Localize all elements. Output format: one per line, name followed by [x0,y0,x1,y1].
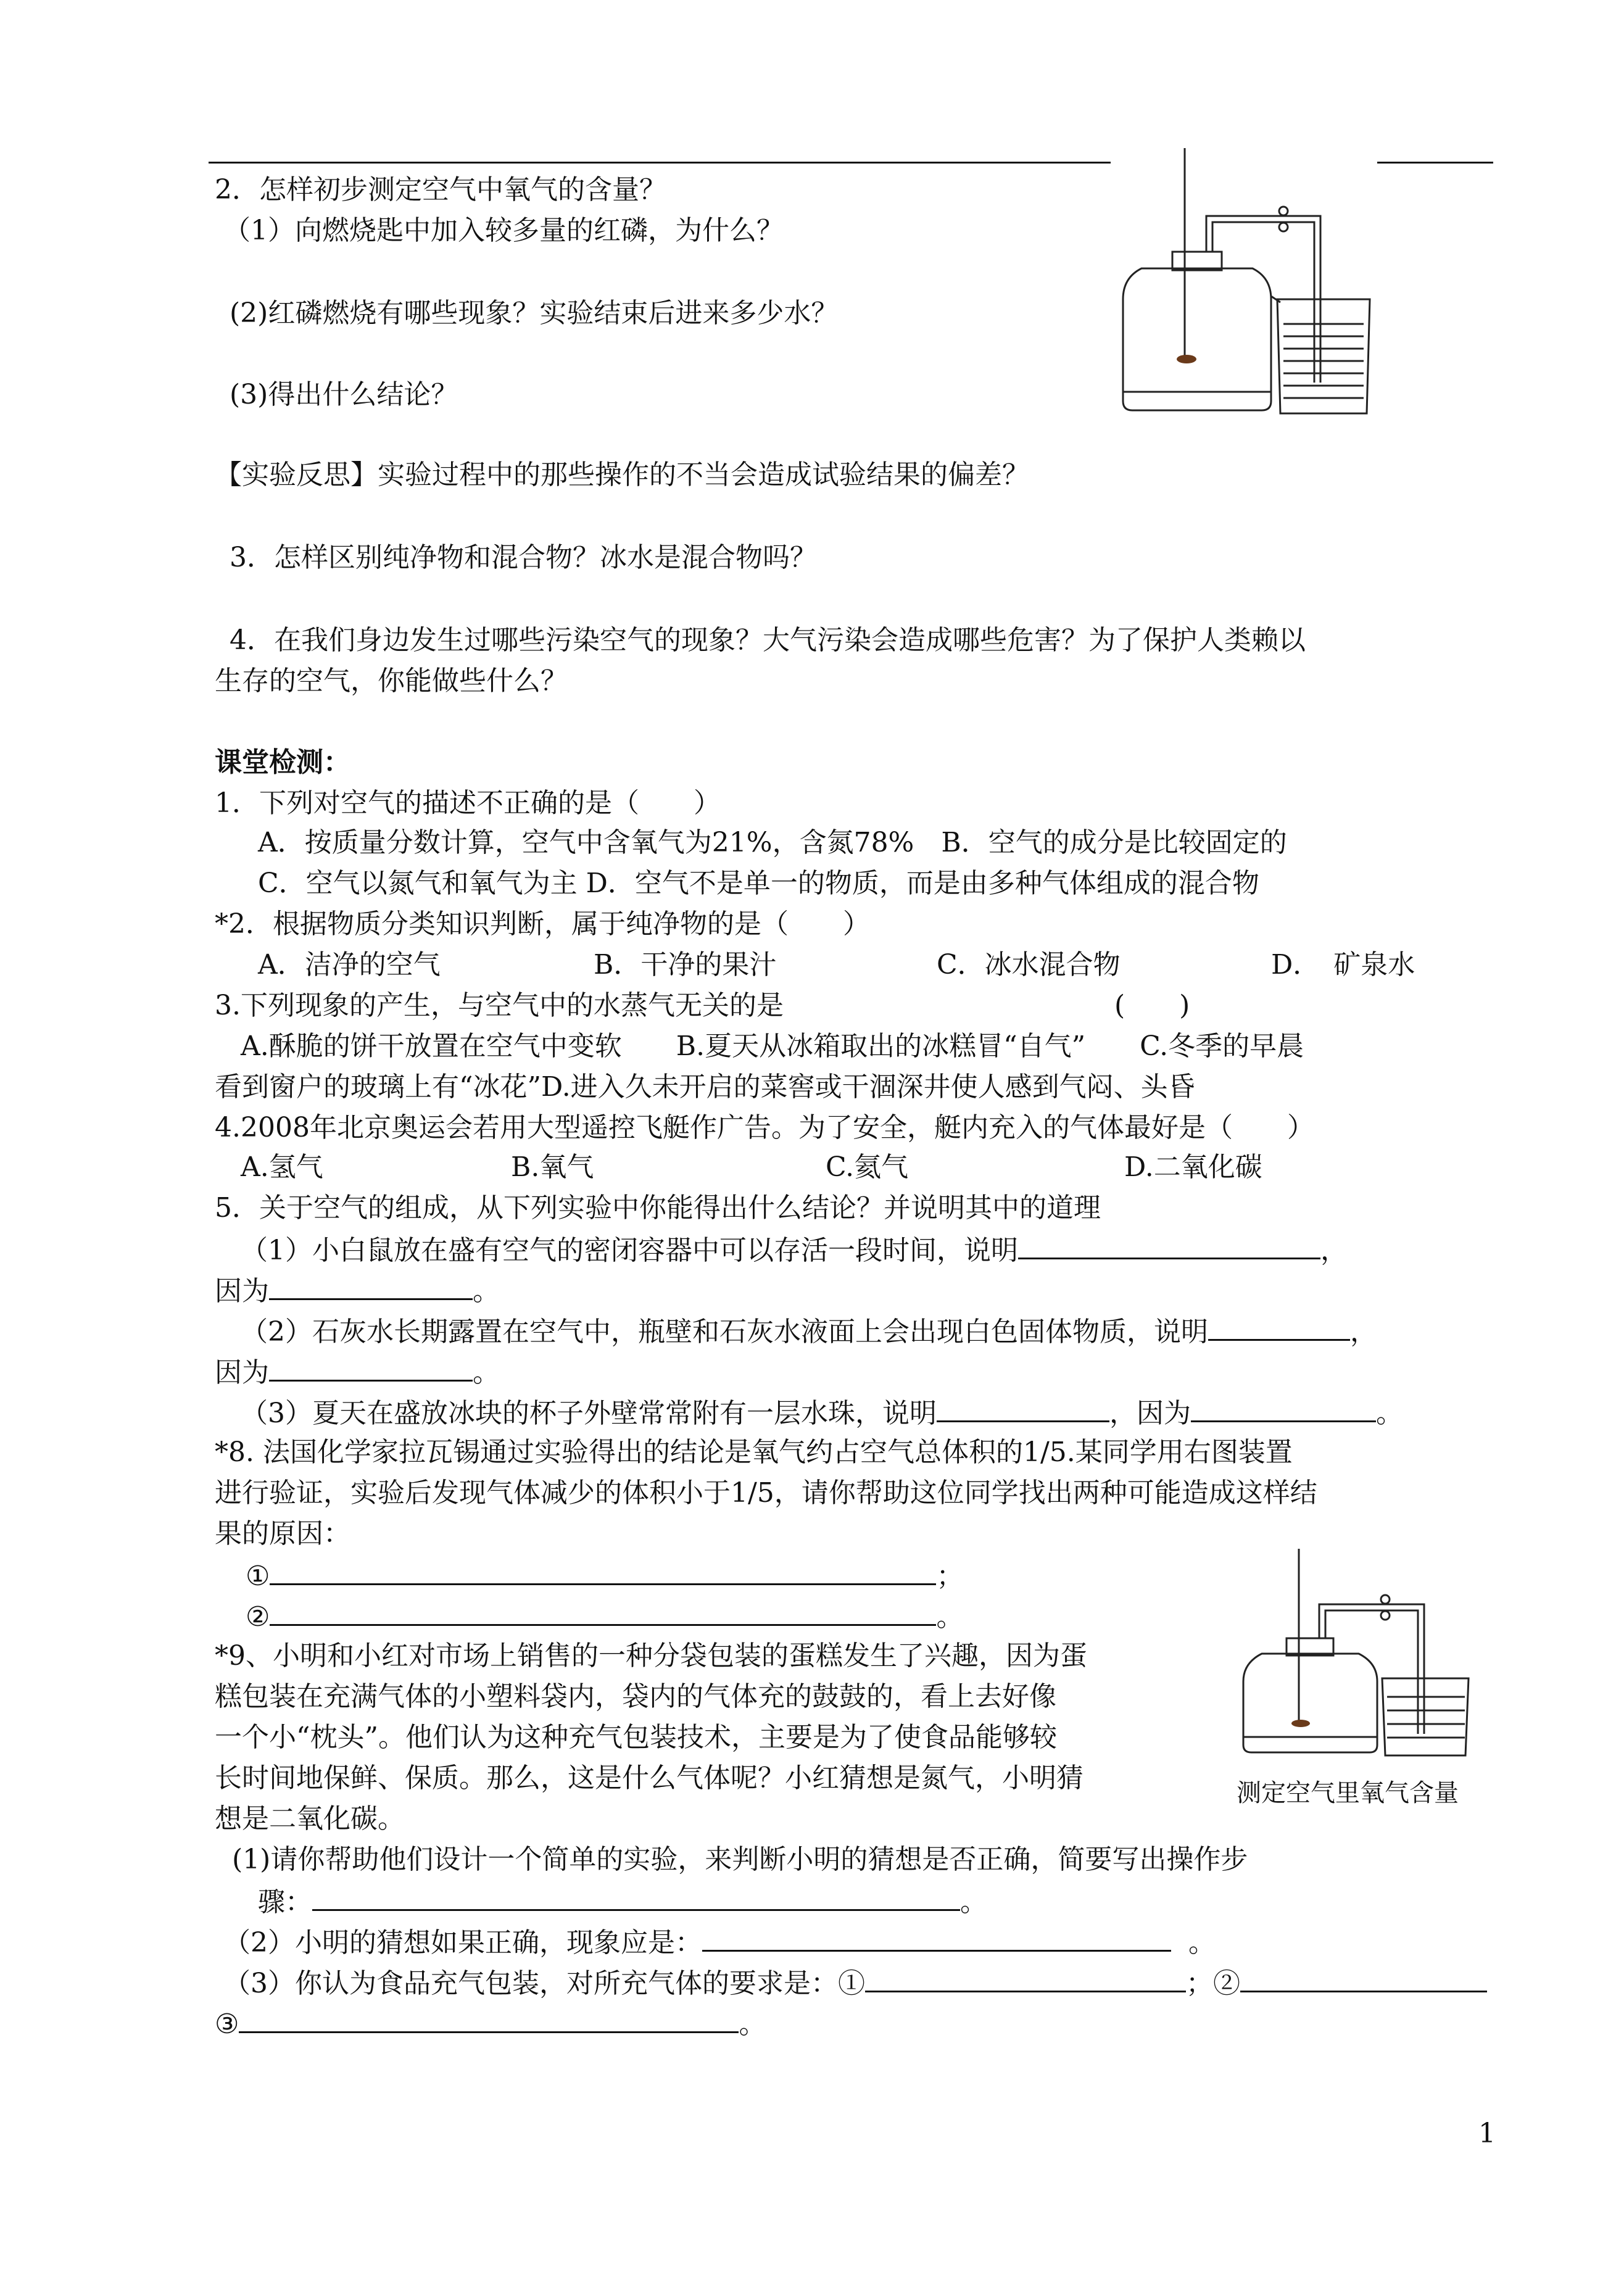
q5-part2-because: 因为 [215,1357,269,1388]
q8-reason2 [246,1597,963,1636]
apparatus-figure-bottom [1228,1549,1475,1771]
q5-part3-reason-blank[interactable] [1191,1393,1376,1422]
q5-part2-text: （2）石灰水长期露置在空气中，瓶壁和石灰水液面上会出现白色固体物质，说明 [241,1316,1208,1348]
q8-reason1-blank[interactable] [270,1556,936,1585]
q5-part1 [241,1230,1348,1269]
q9-sub1-steps-label: 骤： [258,1886,312,1918]
q4-line1: 4．在我们身边发生过哪些污染空气的现象？大气污染会造成哪些危害？为了保护人类赖以 [230,624,1306,656]
mc2-option-a: A．洁净的空气 [258,949,441,980]
q5-part3 [241,1393,1403,1432]
q9-sub1-period: 。 [960,1886,987,1918]
q5-part1-because-line [215,1271,500,1310]
mc1-options-ab: A．按质量分数计算，空气中含氧气为21%，含氮78% B．空气的成分是比较固定的 [258,827,1287,858]
q5-part1-because: 因为 [215,1275,269,1307]
q9-sub2-text: （2）小明的猜想如果正确，现象应是： [223,1927,702,1958]
q5-part2-period: 。 [473,1357,500,1388]
q9-line2: 糕包装在充满气体的小塑料袋内，袋内的气体充的鼓鼓的，看上去好像 [215,1681,1056,1712]
q9-line3: 一个小“枕头”。他们认为这种充气包装技术，主要是为了使食品能够较 [215,1722,1057,1753]
q9-sub3-line2 [215,2004,766,2043]
q5-part1-comma: ， [1320,1235,1348,1266]
q9-sub3-req2: ；② [1186,1968,1240,1999]
q9-line4: 长时间地保鲜、保质。那么，这是什么气体呢？小红猜想是氮气，小明猜 [215,1762,1084,1794]
mc4-option-b: B.氧气 [511,1151,594,1183]
q3-text: 3．怎样区别纯净物和混合物？冰水是混合物吗？ [230,542,817,573]
q8-reason1 [246,1556,963,1595]
mc4-stem: 4.2008年北京奥运会若用大型遥控飞艇作广告。为了安全，艇内充入的气体最好是（ ） [215,1112,1314,1143]
header-rule-left [209,162,1111,164]
q5-part3-text: （3）夏天在盛放冰块的杯子外壁常常附有一层水珠，说明 [241,1398,937,1429]
q9-sub2-period: 。 [1188,1927,1216,1958]
q8-line2: 进行验证，实验后发现气体减少的体积小于1/5，请你帮助这位同学找出两种可能造成这样结 [215,1477,1317,1509]
section-heading-check: 课堂检测： [215,747,350,778]
mc4-option-a: A.氢气 [241,1151,323,1183]
mc2-option-c: C．冰水混合物 [937,949,1121,980]
mc4-option-c: C.氦气 [826,1151,909,1183]
q9-requirement2-blank[interactable] [1240,1963,1487,1992]
mc3-options-line1: A.酥脆的饼干放置在空气中变软 B.夏天从冰箱取出的冰糕冒“自气” C.冬季的早晨 [241,1030,1304,1062]
q9-sub2 [223,1923,1216,1962]
q5-part2-conclusion-blank[interactable] [1208,1312,1350,1341]
q2-title: 2．怎样初步测定空气中氧气的含量？ [215,174,666,205]
q8-reason2-period: 。 [936,1601,964,1633]
q5-part3-conclusion-blank[interactable] [937,1393,1109,1422]
q9-requirement3-blank[interactable] [239,2004,739,2033]
header-rule-right [1377,162,1493,164]
q9-sub3-text: （3）你认为食品充气包装，对所充气体的要求是：① [223,1968,865,1999]
mc2-option-b: B．干净的果汁 [594,949,777,980]
mc3-stem: 3.下列现象的产生，与空气中的水蒸气无关的是 [215,990,784,1021]
q2-sub1: （1）向燃烧匙中加入较多量的红磷，为什么？ [223,215,784,246]
mc4-option-d: D.二氧化碳 [1124,1151,1262,1183]
q5-part1-period: 。 [473,1275,500,1307]
q9-phenomenon-blank[interactable] [702,1923,1171,1952]
q8-reason2-blank[interactable] [270,1597,936,1626]
q4-line2: 生存的空气，你能做些什么？ [215,665,568,697]
q9-steps-blank[interactable] [312,1882,960,1911]
q5-part1-text: （1）小白鼠放在盛有空气的密闭容器中可以存活一段时间，说明 [241,1235,1018,1266]
q9-requirement1-blank[interactable] [865,1963,1186,1992]
mc3-answer-paren: ( ) [1114,990,1190,1021]
q2-sub2: (2)红磷燃烧有哪些现象？实验结束后进来多少水？ [230,297,839,329]
mc2-option-d: D． 矿泉水 [1271,949,1415,980]
apparatus-figure-top [1104,148,1376,420]
q5-part3-because: ，因为 [1109,1398,1191,1429]
mc3-options-line2: 看到窗户的玻璃上有“冰花”D.进入久未开启的菜窖或干涸深井使人感到气闷、头昏 [215,1071,1195,1103]
q9-line1: *9、小明和小红对市场上销售的一种分袋包装的蛋糕发生了兴趣，因为蛋 [215,1640,1087,1672]
q2-sub3: (3)得出什么结论？ [230,379,458,410]
q8-reason1-marker: ① [246,1560,270,1592]
q8-reason1-semicolon: ； [936,1560,964,1592]
q5-part2-because-line [215,1353,500,1391]
q9-sub3 [223,1963,1487,2002]
q9-sub1: (1)请你帮助他们设计一个简单的实验，来判断小明的猜想是否正确，简要写出操作步 [232,1844,1248,1875]
experiment-reflection: 【实验反思】实验过程中的那些操作的不当会造成试验结果的偏差？ [215,459,1029,491]
q8-line3: 果的原因： [215,1518,350,1549]
q5-part1-conclusion-blank[interactable] [1018,1230,1320,1259]
q8-reason2-marker: ② [246,1601,270,1633]
q5-part1-reason-blank[interactable] [269,1271,473,1300]
q5-stem: 5．关于空气的组成，从下列实验中你能得出什么结论？并说明其中的道理 [215,1192,1101,1224]
figure-caption: 测定空气里氧气含量 [1237,1779,1459,1807]
mc2-stem: *2．根据物质分类知识判断，属于纯净物的是（ ） [215,908,870,940]
q5-part3-period: 。 [1376,1398,1403,1429]
q5-part2-reason-blank[interactable] [269,1353,473,1382]
mc1-options-cd: C．空气以氮气和氧气为主 D．空气不是单一的物质，而是由多种气体组成的混合物 [258,868,1259,899]
q8-line1: *8. 法国化学家拉瓦锡通过实验得出的结论是氧气约占空气总体积的1/5.某同学用右图装置 [215,1436,1293,1468]
q5-part2 [241,1312,1377,1351]
mc1-stem: 1．下列对空气的描述不正确的是（ ） [215,787,721,819]
q9-line5: 想是二氧化碳。 [215,1803,405,1834]
q5-part2-comma: ， [1350,1316,1377,1348]
page-number: 1 [1478,2118,1496,2149]
q9-sub3-req3: ③ [215,2008,239,2040]
q9-sub1-steps [258,1882,987,1921]
q9-sub3-period: 。 [739,2008,766,2040]
